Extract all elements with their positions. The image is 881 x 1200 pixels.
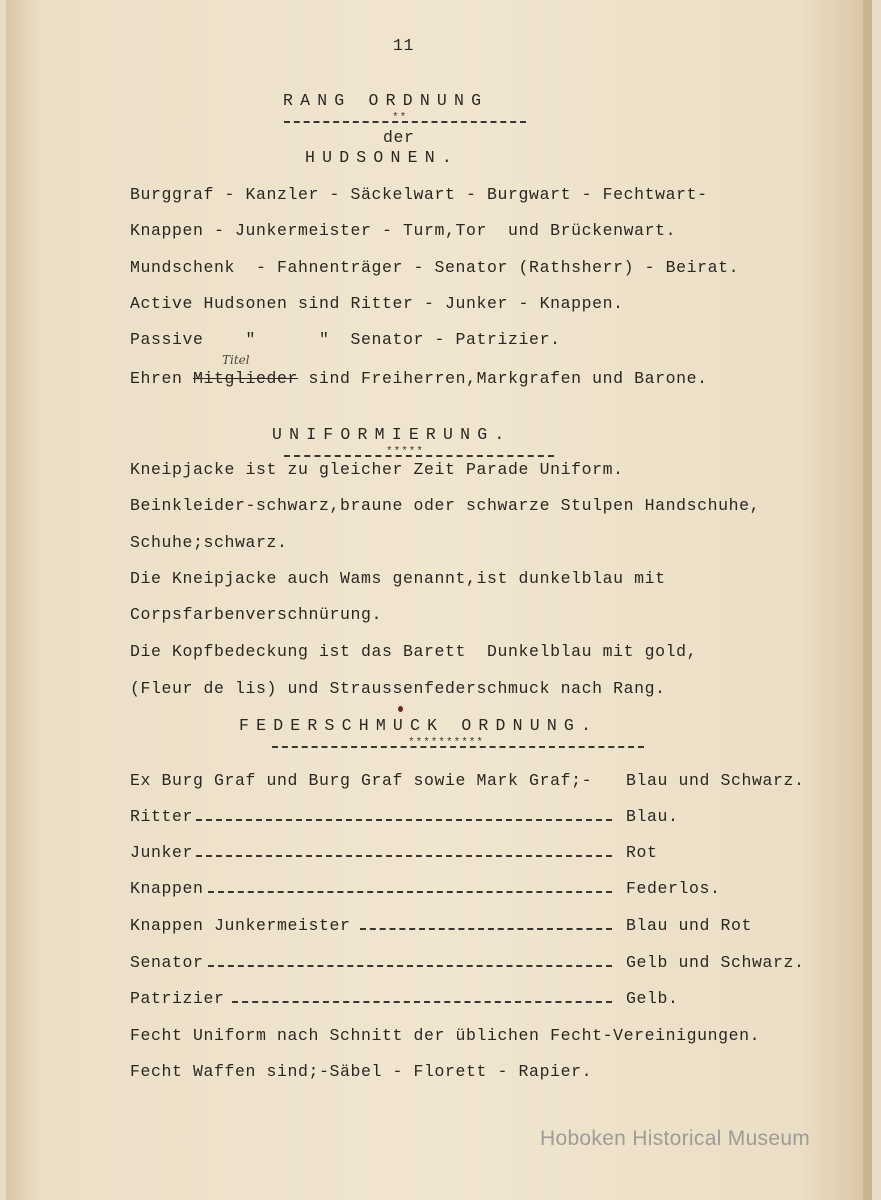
- rang-title: RANG ORDNUNG: [283, 91, 489, 110]
- uniform-line: Corpsfarbenverschnürung.: [130, 605, 383, 624]
- uniform-line: Die Kopfbedeckung ist das Barett Dunkelblau mit gold,: [130, 642, 698, 661]
- uniform-title: UNIFORMIERUNG.: [272, 425, 512, 444]
- rang-subtitle-hudsonen: HUDSONEN.: [305, 148, 459, 167]
- feder-rank: Knappen: [130, 879, 204, 898]
- feder-rule-stars: **********: [408, 737, 485, 749]
- feder-color: Gelb und Schwarz.: [626, 953, 805, 972]
- feder-intro-color: Blau und Schwarz.: [626, 771, 805, 790]
- feder-color: Gelb.: [626, 989, 679, 1008]
- struck-word: Mitglieder: [193, 369, 299, 388]
- rang-line: Burggraf - Kanzler - Säckelwart - Burgwart - Fechtwart-: [130, 185, 708, 204]
- feder-rank: Senator: [130, 953, 204, 972]
- uniform-rule-stars: *****: [386, 446, 425, 458]
- leader-dashes: [208, 891, 612, 893]
- closing-line: Fecht Uniform nach Schnitt der üblichen Fecht-Vereinigungen.: [130, 1026, 761, 1045]
- feder-rank: Junker: [130, 843, 194, 862]
- closing-line: Fecht Waffen sind;-Säbel - Florett - Rapier.: [130, 1062, 593, 1081]
- ehren-prefix: Ehren: [130, 369, 194, 388]
- rang-line: Knappen - Junkermeister - Turm,Tor und Brückenwart.: [130, 221, 677, 240]
- feder-title: FEDERSCHMUCK ORDNUNG.: [239, 716, 599, 735]
- rang-line: Passive " " Senator - Patrizier.: [130, 330, 561, 349]
- feder-color: Rot: [626, 843, 658, 862]
- feder-rank: Knappen Junkermeister: [130, 916, 351, 935]
- leader-dashes: [232, 1001, 612, 1003]
- page-number: 11: [393, 36, 415, 55]
- rang-line: Active Hudsonen sind Ritter - Junker - Knappen.: [130, 294, 624, 313]
- paper-page: [6, 0, 872, 1200]
- leader-dashes: [208, 965, 612, 967]
- uniform-line: Beinkleider-schwarz,braune oder schwarze Stulpen Handschuhe,: [130, 496, 761, 515]
- feder-color: Blau.: [626, 807, 679, 826]
- rang-subtitle-der: der: [383, 128, 415, 147]
- ehren-line: [130, 369, 708, 388]
- paper-edge: [863, 0, 872, 1200]
- feder-rank: Patrizier: [130, 989, 225, 1008]
- leader-dashes: [196, 855, 612, 857]
- uniform-line: Kneipjacke ist zu gleicher Zeit Parade Uniform.: [130, 460, 624, 479]
- handwritten-correction: Titel: [222, 353, 250, 367]
- leader-dashes: [360, 928, 612, 930]
- rang-rule-stars: **: [392, 112, 408, 124]
- ehren-suffix: sind Freiherren,Markgrafen und Barone.: [298, 369, 708, 388]
- uniform-line: Schuhe;schwarz.: [130, 533, 288, 552]
- museum-watermark: Hoboken Historical Museum: [540, 1127, 811, 1150]
- uniform-line: Die Kneipjacke auch Wams genannt,ist dunkelblau mit: [130, 569, 666, 588]
- feder-color: Federlos.: [626, 879, 721, 898]
- feder-color: Blau und Rot: [626, 916, 753, 935]
- uniform-line: (Fleur de lis) und Straussenfederschmuck nach Rang.: [130, 679, 666, 698]
- ink-spot: [398, 706, 403, 712]
- feder-rank: Ritter: [130, 807, 194, 826]
- leader-dashes: [196, 819, 612, 821]
- feder-intro: Ex Burg Graf und Burg Graf sowie Mark Graf;-: [130, 771, 593, 790]
- rang-line: Mundschenk - Fahnenträger - Senator (Rathsherr) - Beirat.: [130, 258, 740, 277]
